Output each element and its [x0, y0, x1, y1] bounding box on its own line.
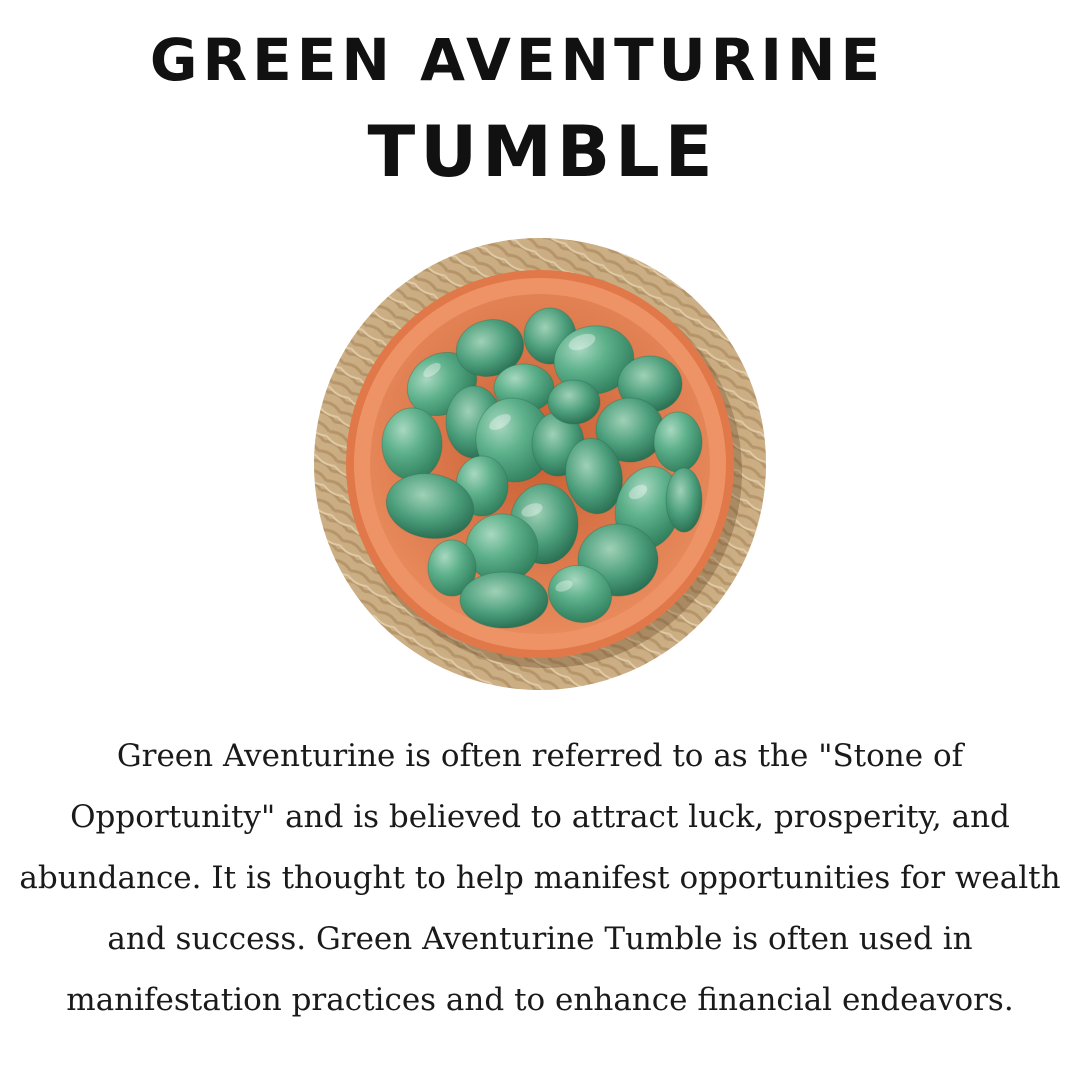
- stones-bowl-image: [314, 238, 766, 690]
- product-title-line-1: GREEN AVENTURINE: [149, 26, 886, 94]
- product-photo: [314, 238, 766, 690]
- product-title-line-2: TUMBLE: [367, 111, 718, 193]
- product-description: Green Aventurine is often referred to as the "Stone of Opportunity" and is believed to attract luck, prosperity, and abundance. It is thought to help manifest opportunities for wealth and success. Green Aventurine Tumble is often used in manifestation practices and to enhance financial endeavors.: [19, 738, 1061, 1018]
